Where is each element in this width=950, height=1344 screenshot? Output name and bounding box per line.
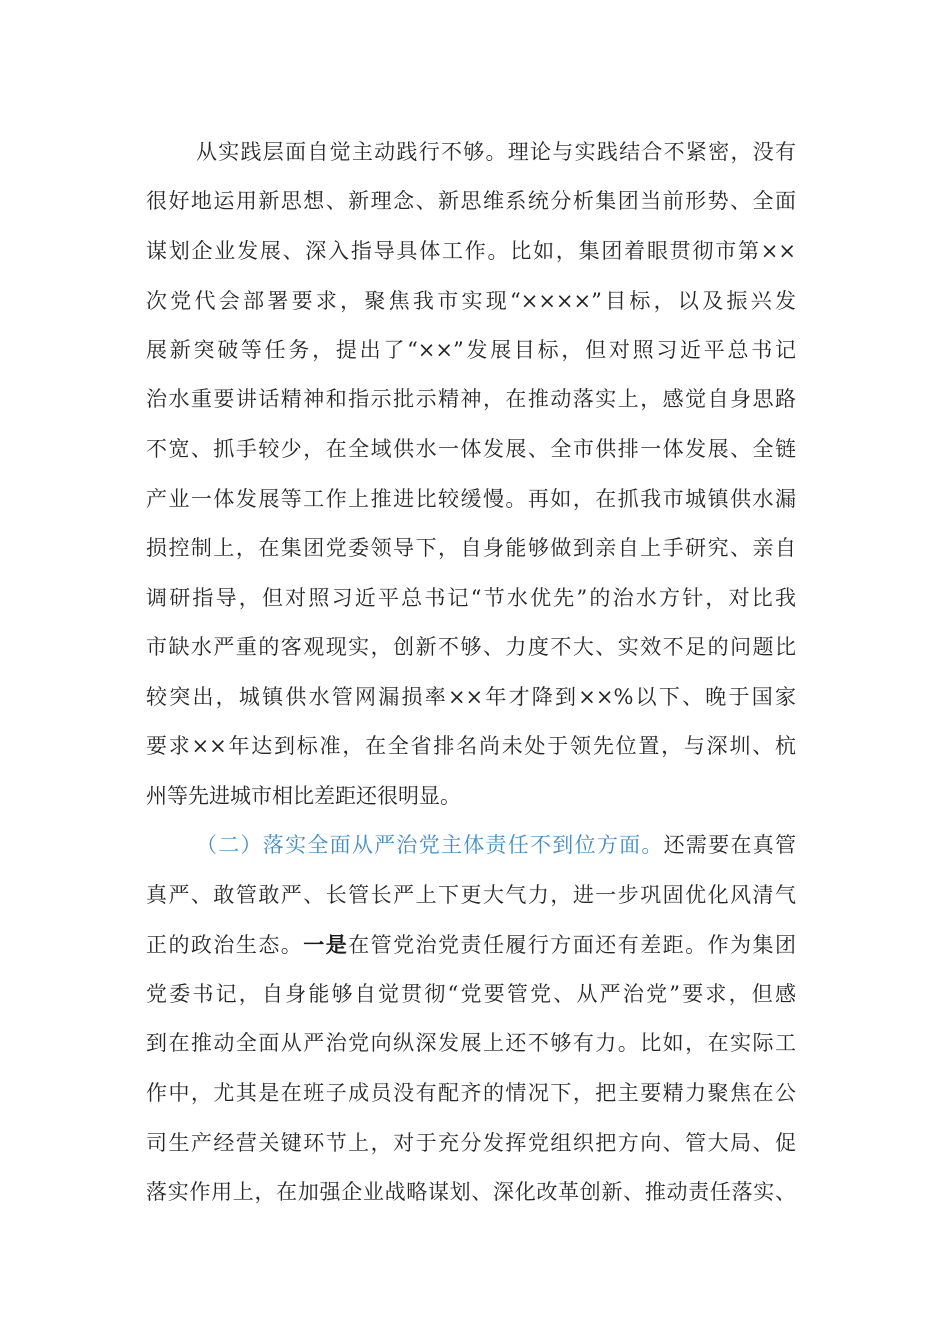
paragraph-2-line-3-pre: 正的政治生态。 [146, 933, 304, 957]
paragraph-1-line-6: 治水重要讲话精神和指示批示精神，在推动落实上，感觉自身思路 [146, 387, 796, 411]
paragraph-2-line-3-post: 在管党治党责任履行方面还有差距。作为集团 [348, 933, 797, 957]
paragraph-1-line-4: 次党代会部署要求，聚焦我市实现“××××”目标，以及振兴发 [146, 289, 796, 313]
paragraph-2-line-1 [196, 830, 796, 860]
paragraph-1-line-2: 很好地运用新思想、新理念、新思维系统分析集团当前形势、全面 [146, 189, 796, 213]
paragraph-2-line-4: 党委书记，自身能够自觉贯彻“党要管党、从严治党”要求，但感 [146, 982, 796, 1006]
paragraph-1-line-8: 产业一体发展等工作上推进比较缓慢。再如，在抓我市城镇供水漏 [146, 487, 796, 511]
section-heading: （二）落实全面从严治党主体责任不到位方面。 [196, 833, 664, 857]
paragraph-2-line-3 [146, 930, 796, 960]
paragraph-1-line-14: 州等先进城市相比差距还很明显。 [146, 784, 461, 808]
paragraph-2-line-5: 到在推动全面从严治党向纵深发展上还不够有力。比如，在实际工 [146, 1031, 796, 1055]
paragraph-1-line-9: 损控制上，在集团党委领导下，自身能够做到亲自上手研究、亲自 [146, 536, 796, 560]
paragraph-1-line-10: 调研指导，但对照习近平总书记“节水优先”的治水方针，对比我 [146, 586, 796, 610]
paragraph-2-line-1-text: 还需要在真管 [663, 833, 797, 857]
paragraph-1-line-12: 较突出，城镇供水管网漏损率××年才降到××%以下、晚于国家 [146, 685, 796, 709]
paragraph-2-line-2: 真严、敢管敢严、长管长严上下更大气力，进一步巩固优化风清气 [146, 883, 796, 907]
paragraph-1-line-5: 展新突破等任务，提出了“××”发展目标，但对照习近平总书记 [146, 338, 796, 362]
paragraph-2-line-6: 作中，尤其是在班子成员没有配齐的情况下，把主要精力聚焦在公 [146, 1081, 796, 1105]
paragraph-2-line-7: 司生产经营关键环节上，对于充分发挥党组织把方向、管大局、促 [146, 1131, 796, 1155]
paragraph-1-line-13: 要求××年达到标准，在全省排名尚未处于领先位置，与深圳、杭 [146, 734, 796, 758]
paragraph-2-line-8: 落实作用上，在加强企业战略谋划、深化改革创新、推动责任落实、 [146, 1180, 796, 1204]
paragraph-1-line-1: 从实践层面自觉主动践行不够。理论与实践结合不紧密，没有 [196, 140, 796, 164]
paragraph-1-line-11: 市缺水严重的客观现实，创新不够、力度不大、实效不足的问题比 [146, 635, 796, 659]
paragraph-1-line-7: 不宽、抓手较少，在全域供水一体发展、全市供排一体发展、全链 [146, 437, 796, 461]
paragraph-1-line-3: 谋划企业发展、深入指导具体工作。比如，集团着眼贯彻市第×× [146, 239, 796, 263]
point-one-label: 一是 [303, 932, 349, 957]
